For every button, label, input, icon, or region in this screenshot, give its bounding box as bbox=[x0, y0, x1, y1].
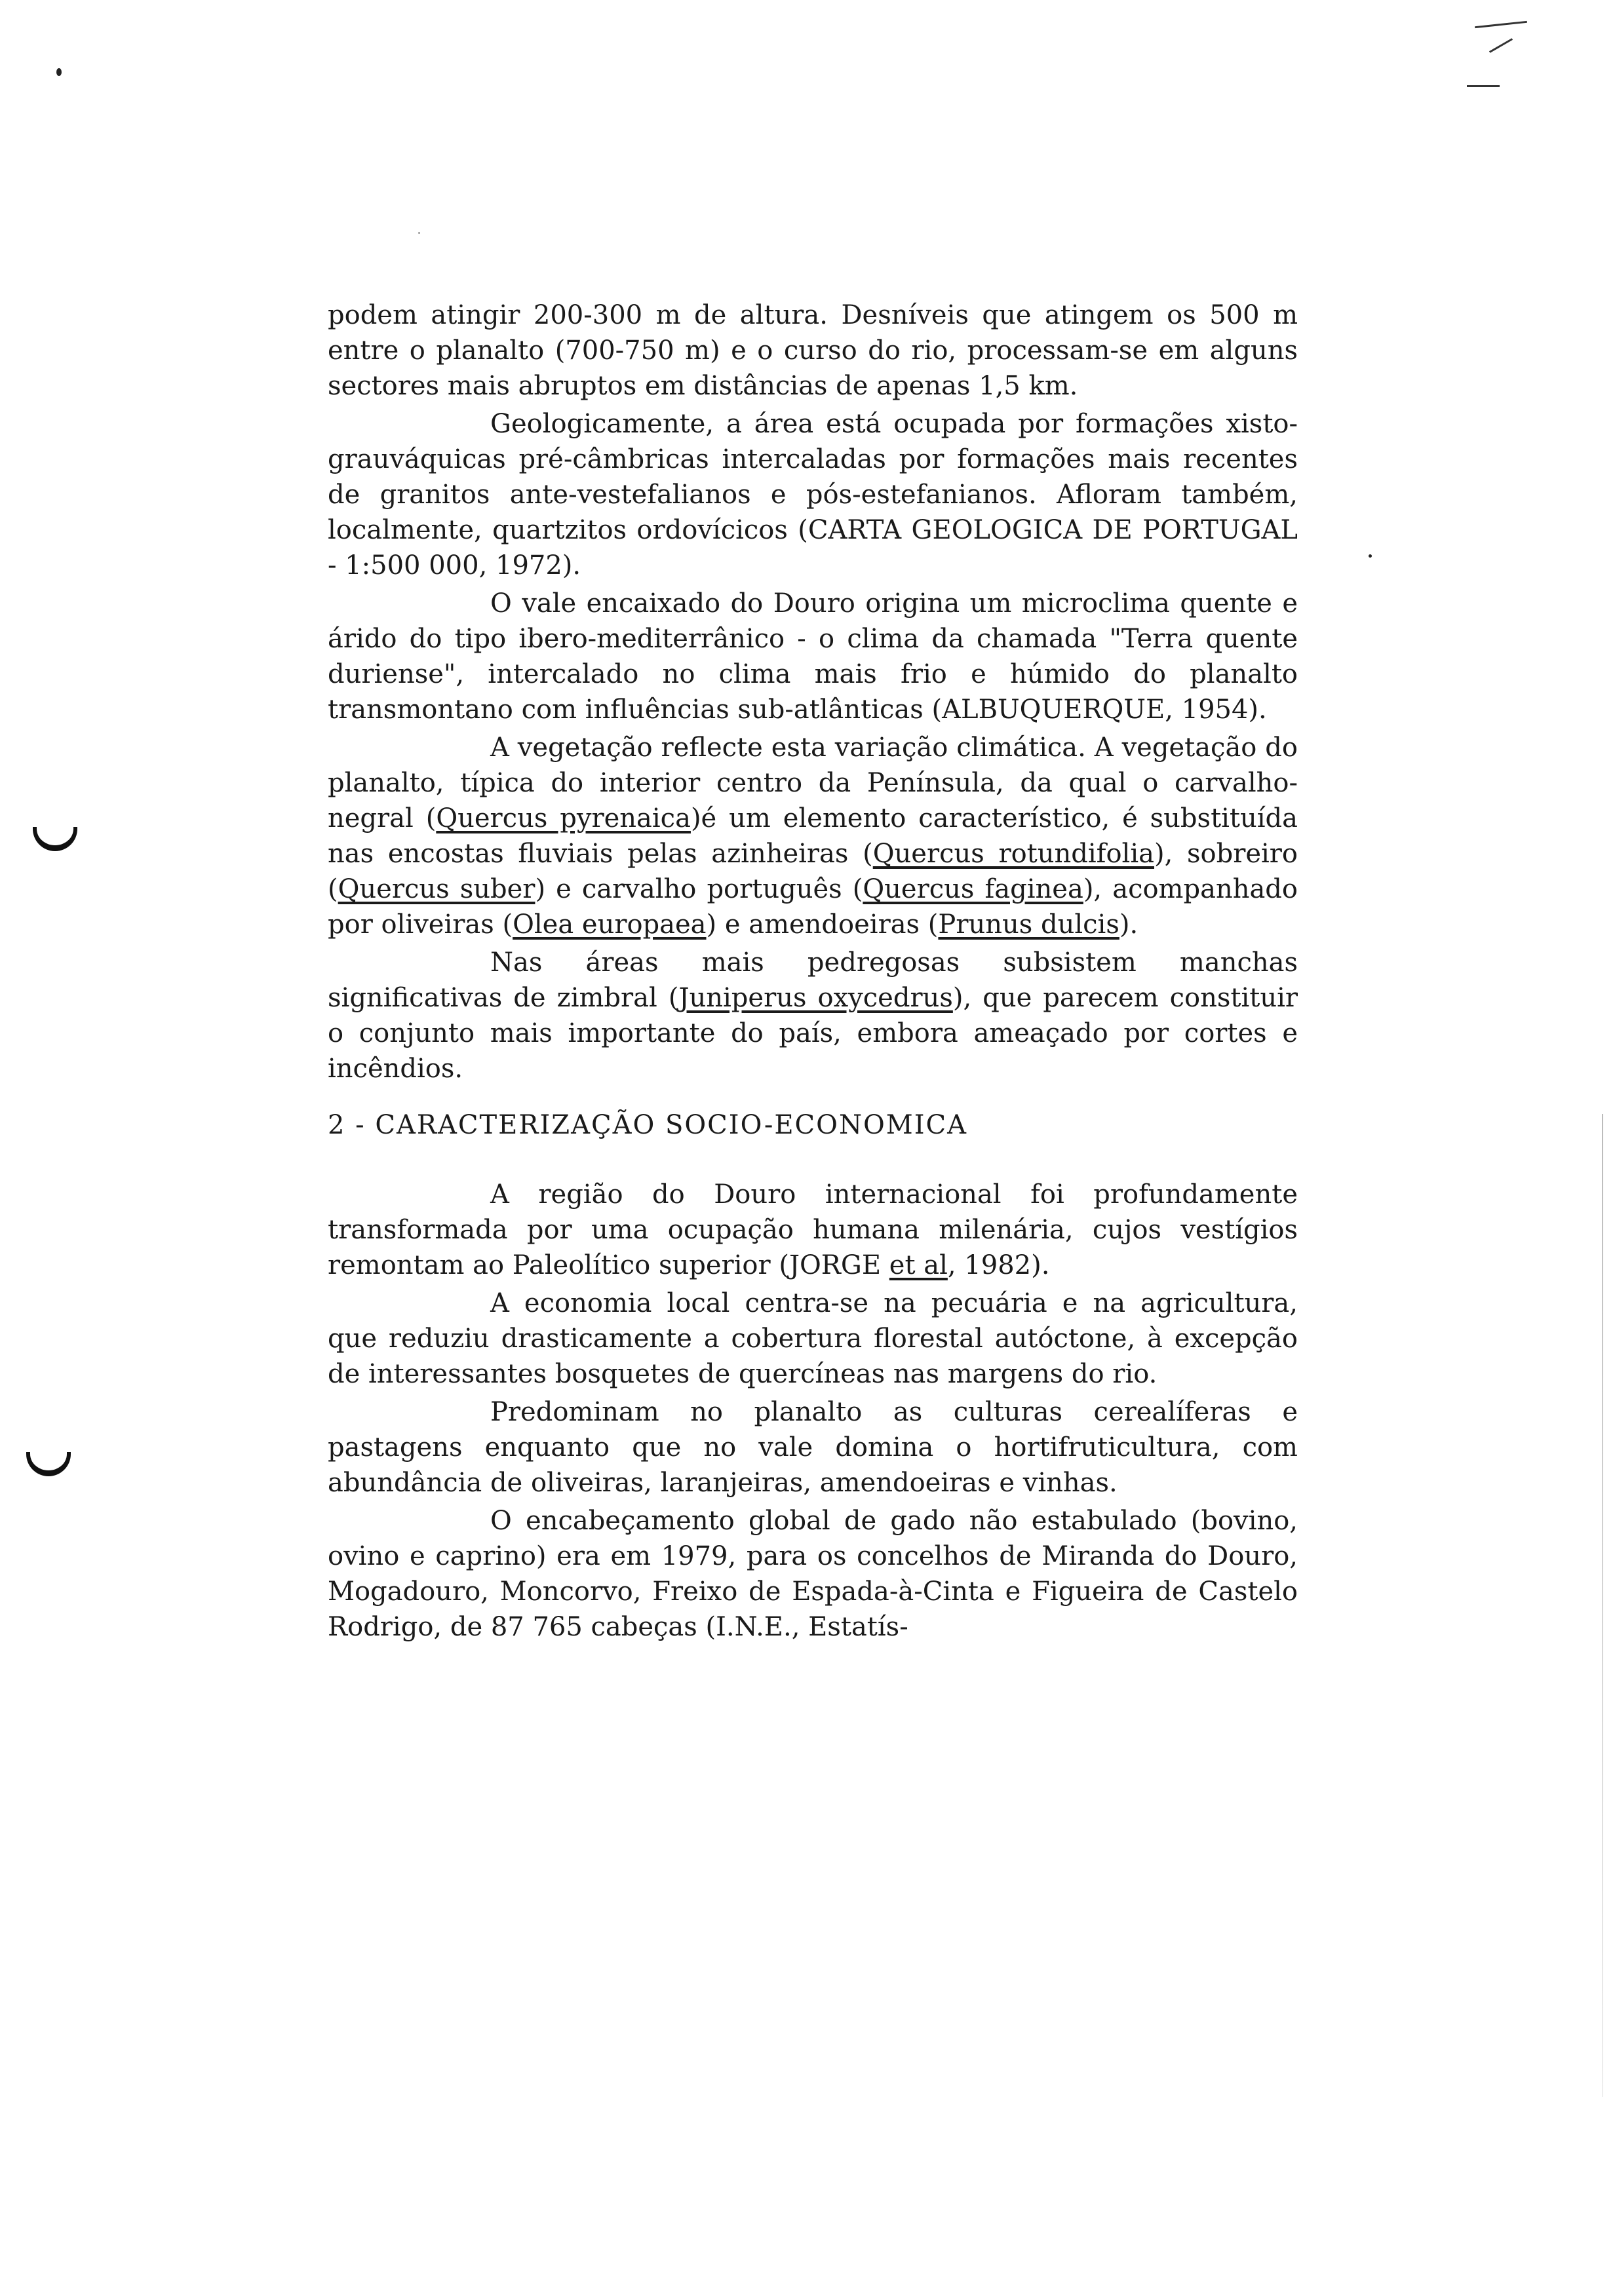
species-name: Quercus pyrenaica bbox=[436, 803, 691, 833]
paragraph bbox=[328, 730, 1298, 942]
text-run: ), acompanhado por oliveiras ( bbox=[328, 874, 1298, 940]
scan-speck bbox=[418, 232, 420, 234]
species-name: Quercus suber bbox=[338, 874, 535, 904]
corner-mark bbox=[1475, 21, 1527, 28]
paragraph: Predominam no planalto as culturas cerealíferas e pastagens enquanto que no vale domina o hortifruticultura, com abundância de oliveiras, laranjeiras, amendoeiras e vinhas. bbox=[328, 1397, 1298, 1498]
punch-hole bbox=[26, 1452, 71, 1476]
paragraph: A economia local centra-se na pecuária e na agricultura, que reduziu drasticamente a cobertura florestal autóctone, à excepção de interessantes bosquetes de quercíneas nas margens do rio. bbox=[328, 1288, 1298, 1389]
citation-etal: et al bbox=[889, 1250, 948, 1280]
text-run: ), que parecem constituir o conjunto mais importante do país, embora ameaçado por cortes e incêndios. bbox=[328, 983, 1298, 1084]
text-run: A vegetação reflecte esta variação climática. A vegetação do planalto, típica do interior centro da Península, da qual o carvalho-negral ( bbox=[328, 733, 1298, 833]
scan-edge-line bbox=[1602, 1114, 1603, 2097]
text-run: ) e amendoeiras ( bbox=[706, 909, 939, 940]
text-run: Nas áreas mais pedregosas subsistem manchas significativas de zimbral ( bbox=[328, 947, 1298, 1013]
species-name: Quercus rotundifolia bbox=[872, 839, 1154, 869]
paragraph: Geologicamente, a área está ocupada por formações xisto-grauváquicas pré-câmbricas intercaladas por formações mais recentes de granitos ante-vestefalianos e pós-estefanianos. Afloram também, localmente, quartzitos ordovícicos (CARTA GEOLOGICA DE PORTUGAL - 1:500 000, 1972). bbox=[328, 409, 1298, 581]
text-run: , 1982). bbox=[947, 1250, 1050, 1280]
scan-speck bbox=[56, 68, 62, 76]
species-name: Olea europaea bbox=[513, 909, 707, 940]
paragraph: O encabeçamento global de gado não estabulado (bovino, ovino e caprino) era em 1979, para os concelhos de Miranda do Douro, Mogadouro, Moncorvo, Freixo de Espada-à-Cinta e Figueira de Castelo Rodrigo, de 87 765 cabeças (I.N.E., Estatís- bbox=[328, 1506, 1298, 1642]
species-name: Prunus dulcis bbox=[938, 909, 1119, 940]
species-name: Quercus faginea bbox=[863, 874, 1083, 904]
section-heading: 2 - CARACTERIZAÇÃO SOCIO-ECONOMICA bbox=[328, 1110, 967, 1140]
species-name: Juniperus oxycedrus bbox=[678, 983, 953, 1013]
text-run: ). bbox=[1119, 909, 1138, 940]
text-run: ), sobreiro ( bbox=[328, 839, 1298, 904]
paragraph: podem atingir 200-300 m de altura. Desníveis que atingem os 500 m entre o planalto (700-750 m) e o curso do rio, processam-se em alguns sectores mais abruptos em distâncias de apenas 1,5 km. bbox=[328, 300, 1298, 401]
text-run: ) e carvalho português ( bbox=[535, 874, 863, 904]
punch-hole bbox=[33, 827, 77, 851]
corner-mark bbox=[1467, 85, 1500, 87]
text-run: )é um elemento característico, é substituída nas encostas fluviais pelas azinheiras ( bbox=[328, 803, 1298, 869]
paragraph bbox=[328, 1177, 1298, 1283]
paragraph: O vale encaixado do Douro origina um microclima quente e árido do tipo ibero-mediterrânico - o clima da chamada "Terra quente duriense", intercalado no clima mais frio e húmido do planalto transmontano com influências sub-atlânticas (ALBUQUERQUE, 1954). bbox=[328, 588, 1298, 725]
text-run: A região do Douro internacional foi profundamente transformada por uma ocupação humana milenária, cujos vestígios remontam ao Paleolítico superior (JORGE bbox=[328, 1179, 1298, 1280]
paragraph bbox=[328, 945, 1298, 1086]
corner-mark bbox=[1489, 38, 1513, 53]
body-text bbox=[328, 297, 1298, 1647]
scan-speck bbox=[1369, 554, 1372, 558]
